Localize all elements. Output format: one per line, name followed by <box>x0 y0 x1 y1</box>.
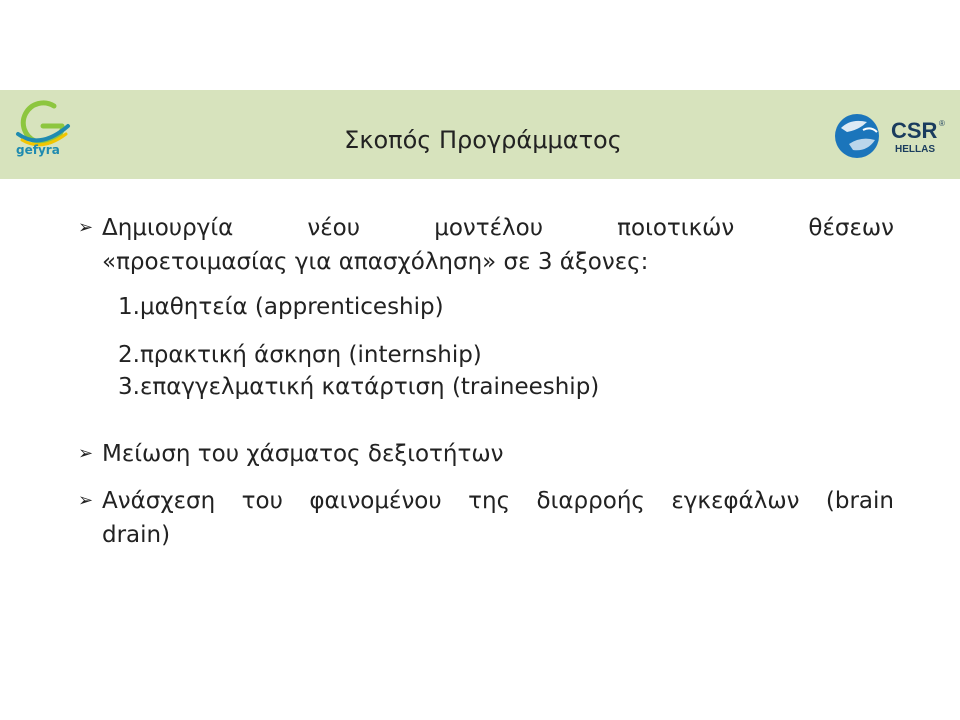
slide-title: Σκοπός Προγράμματος <box>344 126 622 154</box>
bullet-1-line-1: Δημιουργία νέου μοντέλου ποιοτικών θέσεων <box>102 215 894 241</box>
sub-item-internship: 2.πρακτική άσκηση (internship) <box>118 342 482 368</box>
gefyra-logo-text: gefyra <box>16 143 60 157</box>
hellas-logo-text: HELLAS <box>895 144 935 155</box>
bullet-1-line-2: «προετοιμασίας για απασχόληση» σε 3 άξονες: <box>102 249 649 275</box>
arrow-bullet-icon: ➢ <box>78 490 94 511</box>
bullet-3-line-2: drain) <box>102 522 171 548</box>
sub-item-apprenticeship: 1.μαθητεία (apprenticeship) <box>118 294 444 320</box>
sub-item-traineeship: 3.επαγγελματική κατάρτιση (traineeship) <box>118 374 600 400</box>
bullet-2-text: Μείωση του χάσματος δεξιοτήτων <box>102 441 504 467</box>
arrow-bullet-icon: ➢ <box>78 443 94 464</box>
registered-mark: ® <box>939 119 945 128</box>
csr-logo-text: CSR <box>891 118 938 143</box>
arrow-bullet-icon: ➢ <box>78 217 94 238</box>
bullet-3-line-1: Ανάσχεση του φαινομένου της διαρροής εγκεφάλων (brain <box>102 488 894 514</box>
